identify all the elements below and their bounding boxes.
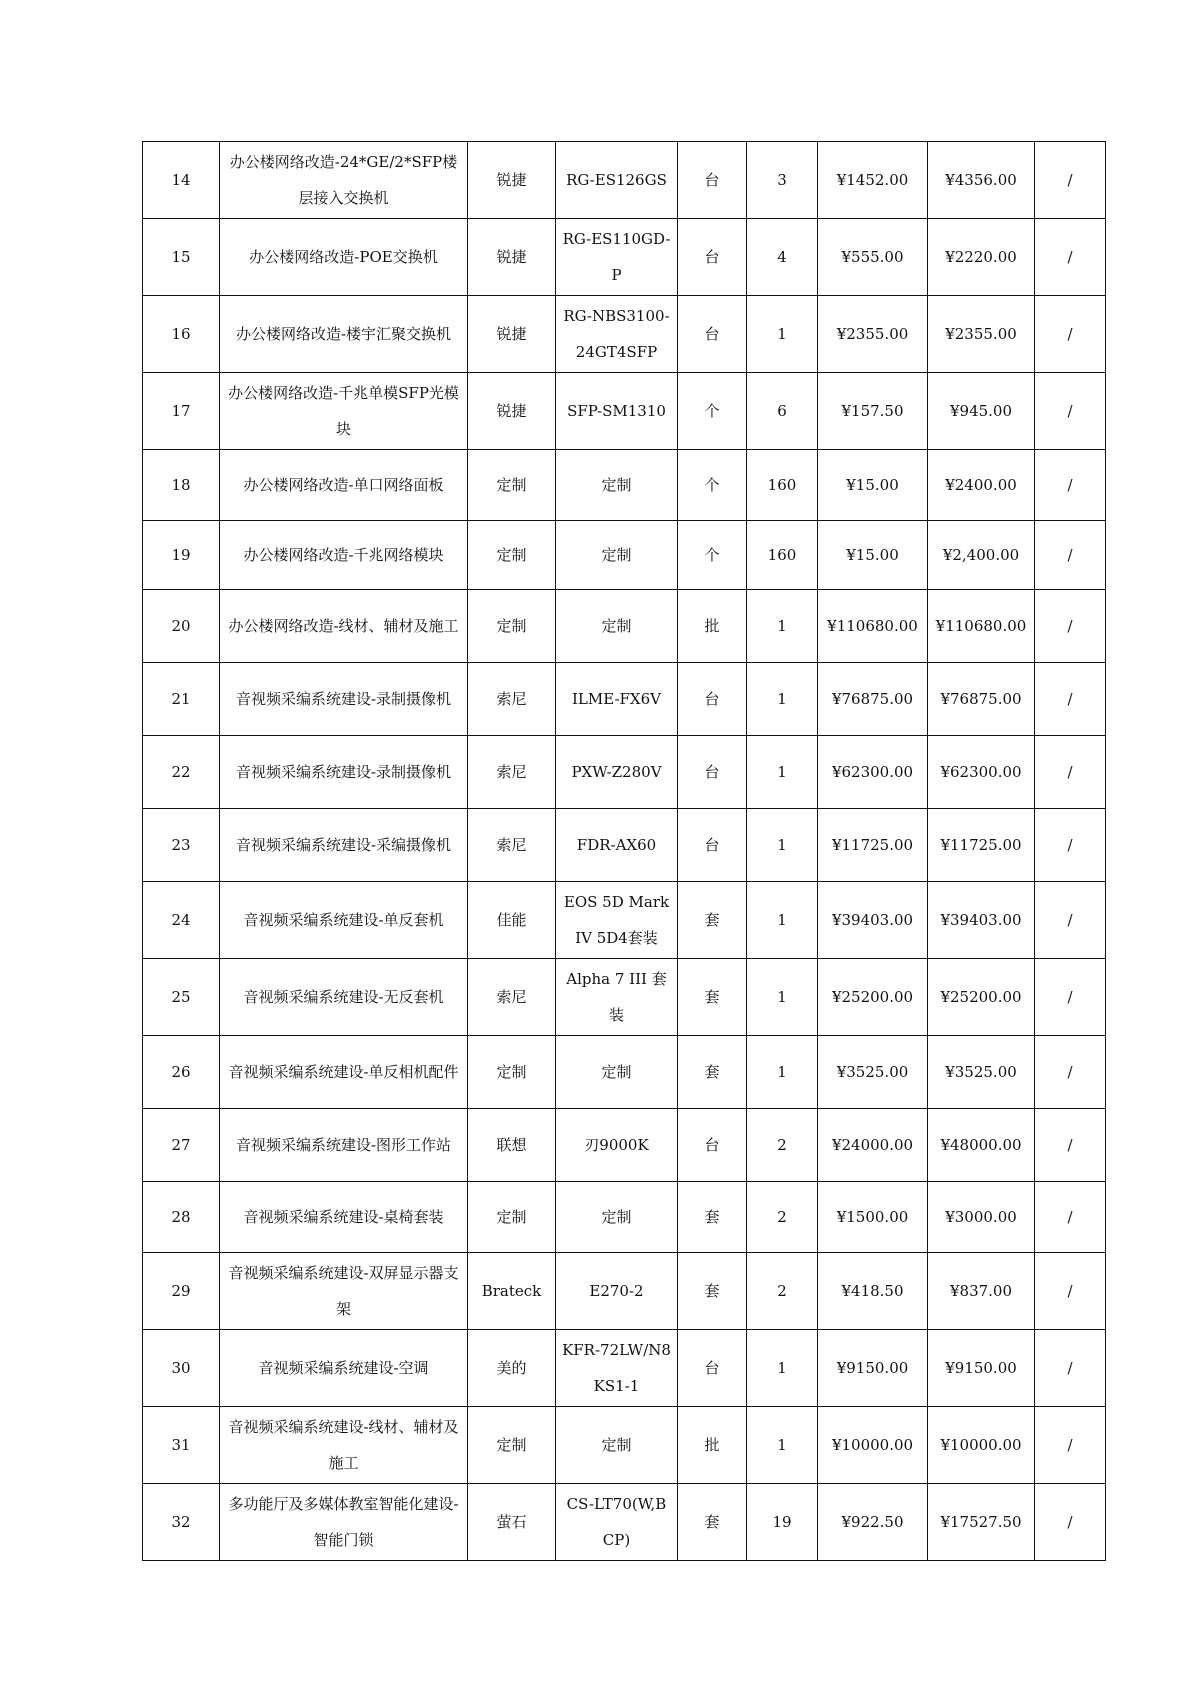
item-name-cell: 办公楼网络改造-单口网络面板 (220, 450, 468, 521)
item-unit-price-cell: ¥62300.00 (818, 736, 928, 809)
item-unit-cell: 个 (678, 373, 747, 450)
item-model-cell: E270-2 (556, 1253, 678, 1330)
item-unit-price-cell: ¥110680.00 (818, 590, 928, 663)
item-quantity-cell: 1 (747, 959, 818, 1036)
table-row (143, 296, 1106, 373)
item-total-price-cell: ¥48000.00 (928, 1109, 1035, 1182)
item-number-cell: 28 (143, 1182, 220, 1253)
item-unit-cell: 批 (678, 590, 747, 663)
item-model-cell: RG-NBS3100-24GT4SFP (556, 296, 678, 373)
item-total-price-cell: ¥9150.00 (928, 1330, 1035, 1407)
item-quantity-cell: 1 (747, 296, 818, 373)
item-total-price-cell: ¥25200.00 (928, 959, 1035, 1036)
item-brand-cell: 定制 (468, 590, 556, 663)
item-unit-cell: 台 (678, 663, 747, 736)
table-row (143, 450, 1106, 521)
item-quantity-cell: 1 (747, 882, 818, 959)
item-unit-cell: 套 (678, 1182, 747, 1253)
item-total-price-cell: ¥76875.00 (928, 663, 1035, 736)
table-row (143, 1407, 1106, 1484)
item-quantity-cell: 3 (747, 142, 818, 219)
item-model-cell: KFR-72LW/N8KS1-1 (556, 1330, 678, 1407)
item-unit-cell: 台 (678, 809, 747, 882)
item-unit-price-cell: ¥25200.00 (818, 959, 928, 1036)
item-name-cell: 音视频采编系统建设-录制摄像机 (220, 663, 468, 736)
item-unit-price-cell: ¥922.50 (818, 1484, 928, 1561)
item-quantity-cell: 160 (747, 521, 818, 590)
item-total-price-cell: ¥2355.00 (928, 296, 1035, 373)
item-total-price-cell: ¥110680.00 (928, 590, 1035, 663)
item-total-price-cell: ¥62300.00 (928, 736, 1035, 809)
item-unit-cell: 台 (678, 219, 747, 296)
item-note-cell: / (1035, 809, 1106, 882)
item-number-cell: 31 (143, 1407, 220, 1484)
item-number-cell: 19 (143, 521, 220, 590)
item-model-cell: CS-LT70(W,BCP) (556, 1484, 678, 1561)
item-quantity-cell: 2 (747, 1182, 818, 1253)
table-row (143, 373, 1106, 450)
item-note-cell: / (1035, 1036, 1106, 1109)
item-note-cell: / (1035, 590, 1106, 663)
item-total-price-cell: ¥2220.00 (928, 219, 1035, 296)
equipment-table (142, 141, 1106, 1561)
item-brand-cell: 定制 (468, 521, 556, 590)
item-note-cell: / (1035, 1182, 1106, 1253)
item-unit-cell: 个 (678, 521, 747, 590)
item-brand-cell: Brateck (468, 1253, 556, 1330)
item-unit-price-cell: ¥157.50 (818, 373, 928, 450)
item-name-cell: 办公楼网络改造-POE交换机 (220, 219, 468, 296)
item-unit-price-cell: ¥24000.00 (818, 1109, 928, 1182)
item-note-cell: / (1035, 450, 1106, 521)
table-row (143, 219, 1106, 296)
item-brand-cell: 定制 (468, 450, 556, 521)
item-brand-cell: 锐捷 (468, 142, 556, 219)
item-model-cell: PXW-Z280V (556, 736, 678, 809)
item-name-cell: 音视频采编系统建设-线材、辅材及施工 (220, 1407, 468, 1484)
item-quantity-cell: 4 (747, 219, 818, 296)
item-note-cell: / (1035, 296, 1106, 373)
item-total-price-cell: ¥39403.00 (928, 882, 1035, 959)
item-number-cell: 27 (143, 1109, 220, 1182)
item-total-price-cell: ¥945.00 (928, 373, 1035, 450)
item-unit-cell: 个 (678, 450, 747, 521)
item-unit-cell: 套 (678, 1484, 747, 1561)
item-quantity-cell: 2 (747, 1253, 818, 1330)
item-quantity-cell: 1 (747, 590, 818, 663)
item-number-cell: 14 (143, 142, 220, 219)
table-row (143, 736, 1106, 809)
table-row (143, 590, 1106, 663)
item-quantity-cell: 1 (747, 1330, 818, 1407)
item-number-cell: 26 (143, 1036, 220, 1109)
table-row (143, 1253, 1106, 1330)
item-quantity-cell: 1 (747, 1036, 818, 1109)
item-unit-cell: 台 (678, 142, 747, 219)
table-row (143, 1330, 1106, 1407)
item-note-cell: / (1035, 1253, 1106, 1330)
item-name-cell: 音视频采编系统建设-录制摄像机 (220, 736, 468, 809)
item-number-cell: 32 (143, 1484, 220, 1561)
table-row (143, 1109, 1106, 1182)
item-brand-cell: 索尼 (468, 736, 556, 809)
item-total-price-cell: ¥3000.00 (928, 1182, 1035, 1253)
item-note-cell: / (1035, 663, 1106, 736)
item-number-cell: 16 (143, 296, 220, 373)
item-note-cell: / (1035, 219, 1106, 296)
item-quantity-cell: 19 (747, 1484, 818, 1561)
table-row (143, 959, 1106, 1036)
item-brand-cell: 定制 (468, 1407, 556, 1484)
item-unit-price-cell: ¥15.00 (818, 521, 928, 590)
item-unit-price-cell: ¥1500.00 (818, 1182, 928, 1253)
item-note-cell: / (1035, 142, 1106, 219)
item-note-cell: / (1035, 373, 1106, 450)
item-quantity-cell: 1 (747, 736, 818, 809)
item-unit-cell: 台 (678, 1109, 747, 1182)
item-brand-cell: 索尼 (468, 959, 556, 1036)
item-quantity-cell: 2 (747, 1109, 818, 1182)
item-model-cell: 定制 (556, 1407, 678, 1484)
item-quantity-cell: 6 (747, 373, 818, 450)
item-brand-cell: 锐捷 (468, 296, 556, 373)
item-name-cell: 音视频采编系统建设-图形工作站 (220, 1109, 468, 1182)
item-number-cell: 15 (143, 219, 220, 296)
item-unit-cell: 台 (678, 736, 747, 809)
item-name-cell: 音视频采编系统建设-空调 (220, 1330, 468, 1407)
item-total-price-cell: ¥4356.00 (928, 142, 1035, 219)
item-note-cell: / (1035, 1407, 1106, 1484)
item-note-cell: / (1035, 521, 1106, 590)
item-model-cell: 定制 (556, 590, 678, 663)
item-number-cell: 20 (143, 590, 220, 663)
item-name-cell: 音视频采编系统建设-桌椅套装 (220, 1182, 468, 1253)
item-model-cell: 定制 (556, 521, 678, 590)
item-quantity-cell: 1 (747, 809, 818, 882)
table-row (143, 1036, 1106, 1109)
item-total-price-cell: ¥2400.00 (928, 450, 1035, 521)
item-quantity-cell: 1 (747, 663, 818, 736)
item-name-cell: 音视频采编系统建设-采编摄像机 (220, 809, 468, 882)
item-unit-price-cell: ¥3525.00 (818, 1036, 928, 1109)
item-number-cell: 24 (143, 882, 220, 959)
item-model-cell: 定制 (556, 1036, 678, 1109)
item-brand-cell: 萤石 (468, 1484, 556, 1561)
item-name-cell: 办公楼网络改造-线材、辅材及施工 (220, 590, 468, 663)
item-quantity-cell: 160 (747, 450, 818, 521)
item-number-cell: 17 (143, 373, 220, 450)
item-name-cell: 音视频采编系统建设-单反套机 (220, 882, 468, 959)
item-number-cell: 22 (143, 736, 220, 809)
item-brand-cell: 锐捷 (468, 219, 556, 296)
item-note-cell: / (1035, 1109, 1106, 1182)
item-unit-price-cell: ¥9150.00 (818, 1330, 928, 1407)
item-brand-cell: 索尼 (468, 809, 556, 882)
item-model-cell: 刃9000K (556, 1109, 678, 1182)
item-total-price-cell: ¥10000.00 (928, 1407, 1035, 1484)
item-name-cell: 音视频采编系统建设-无反套机 (220, 959, 468, 1036)
item-number-cell: 23 (143, 809, 220, 882)
item-total-price-cell: ¥11725.00 (928, 809, 1035, 882)
item-name-cell: 办公楼网络改造-楼宇汇聚交换机 (220, 296, 468, 373)
item-name-cell: 办公楼网络改造-千兆网络模块 (220, 521, 468, 590)
item-note-cell: / (1035, 959, 1106, 1036)
item-number-cell: 30 (143, 1330, 220, 1407)
item-model-cell: Alpha 7 III 套装 (556, 959, 678, 1036)
item-unit-price-cell: ¥10000.00 (818, 1407, 928, 1484)
item-quantity-cell: 1 (747, 1407, 818, 1484)
item-total-price-cell: ¥2,400.00 (928, 521, 1035, 590)
item-brand-cell: 定制 (468, 1182, 556, 1253)
item-model-cell: FDR-AX60 (556, 809, 678, 882)
table-row (143, 1484, 1106, 1561)
table-row (143, 1182, 1106, 1253)
item-model-cell: RG-ES110GD-P (556, 219, 678, 296)
item-unit-price-cell: ¥11725.00 (818, 809, 928, 882)
item-unit-price-cell: ¥555.00 (818, 219, 928, 296)
item-brand-cell: 美的 (468, 1330, 556, 1407)
table-row (143, 882, 1106, 959)
item-unit-cell: 台 (678, 1330, 747, 1407)
item-model-cell: 定制 (556, 1182, 678, 1253)
item-note-cell: / (1035, 882, 1106, 959)
table-row (143, 521, 1106, 590)
table-row (143, 663, 1106, 736)
item-unit-cell: 套 (678, 1253, 747, 1330)
table-body (143, 142, 1106, 1561)
item-unit-cell: 台 (678, 296, 747, 373)
item-unit-price-cell: ¥76875.00 (818, 663, 928, 736)
item-unit-cell: 批 (678, 1407, 747, 1484)
item-brand-cell: 佳能 (468, 882, 556, 959)
table-row (143, 809, 1106, 882)
item-model-cell: SFP-SM1310 (556, 373, 678, 450)
item-name-cell: 多功能厅及多媒体教室智能化建设-智能门锁 (220, 1484, 468, 1561)
item-note-cell: / (1035, 1330, 1106, 1407)
item-unit-cell: 套 (678, 882, 747, 959)
item-brand-cell: 定制 (468, 1036, 556, 1109)
item-unit-cell: 套 (678, 959, 747, 1036)
item-unit-price-cell: ¥2355.00 (818, 296, 928, 373)
table-row (143, 142, 1106, 219)
item-unit-price-cell: ¥15.00 (818, 450, 928, 521)
item-number-cell: 21 (143, 663, 220, 736)
item-number-cell: 29 (143, 1253, 220, 1330)
item-number-cell: 18 (143, 450, 220, 521)
item-name-cell: 办公楼网络改造-24*GE/2*SFP楼层接入交换机 (220, 142, 468, 219)
item-brand-cell: 索尼 (468, 663, 556, 736)
item-model-cell: RG-ES126GS (556, 142, 678, 219)
item-model-cell: ILME-FX6V (556, 663, 678, 736)
item-unit-cell: 套 (678, 1036, 747, 1109)
item-brand-cell: 联想 (468, 1109, 556, 1182)
item-name-cell: 办公楼网络改造-千兆单模SFP光模块 (220, 373, 468, 450)
item-note-cell: / (1035, 736, 1106, 809)
item-unit-price-cell: ¥418.50 (818, 1253, 928, 1330)
item-total-price-cell: ¥837.00 (928, 1253, 1035, 1330)
item-model-cell: EOS 5D Mark IV 5D4套装 (556, 882, 678, 959)
item-total-price-cell: ¥17527.50 (928, 1484, 1035, 1561)
item-unit-price-cell: ¥1452.00 (818, 142, 928, 219)
item-name-cell: 音视频采编系统建设-单反相机配件 (220, 1036, 468, 1109)
item-note-cell: / (1035, 1484, 1106, 1561)
item-total-price-cell: ¥3525.00 (928, 1036, 1035, 1109)
item-name-cell: 音视频采编系统建设-双屏显示器支架 (220, 1253, 468, 1330)
item-brand-cell: 锐捷 (468, 373, 556, 450)
item-unit-price-cell: ¥39403.00 (818, 882, 928, 959)
item-model-cell: 定制 (556, 450, 678, 521)
item-number-cell: 25 (143, 959, 220, 1036)
